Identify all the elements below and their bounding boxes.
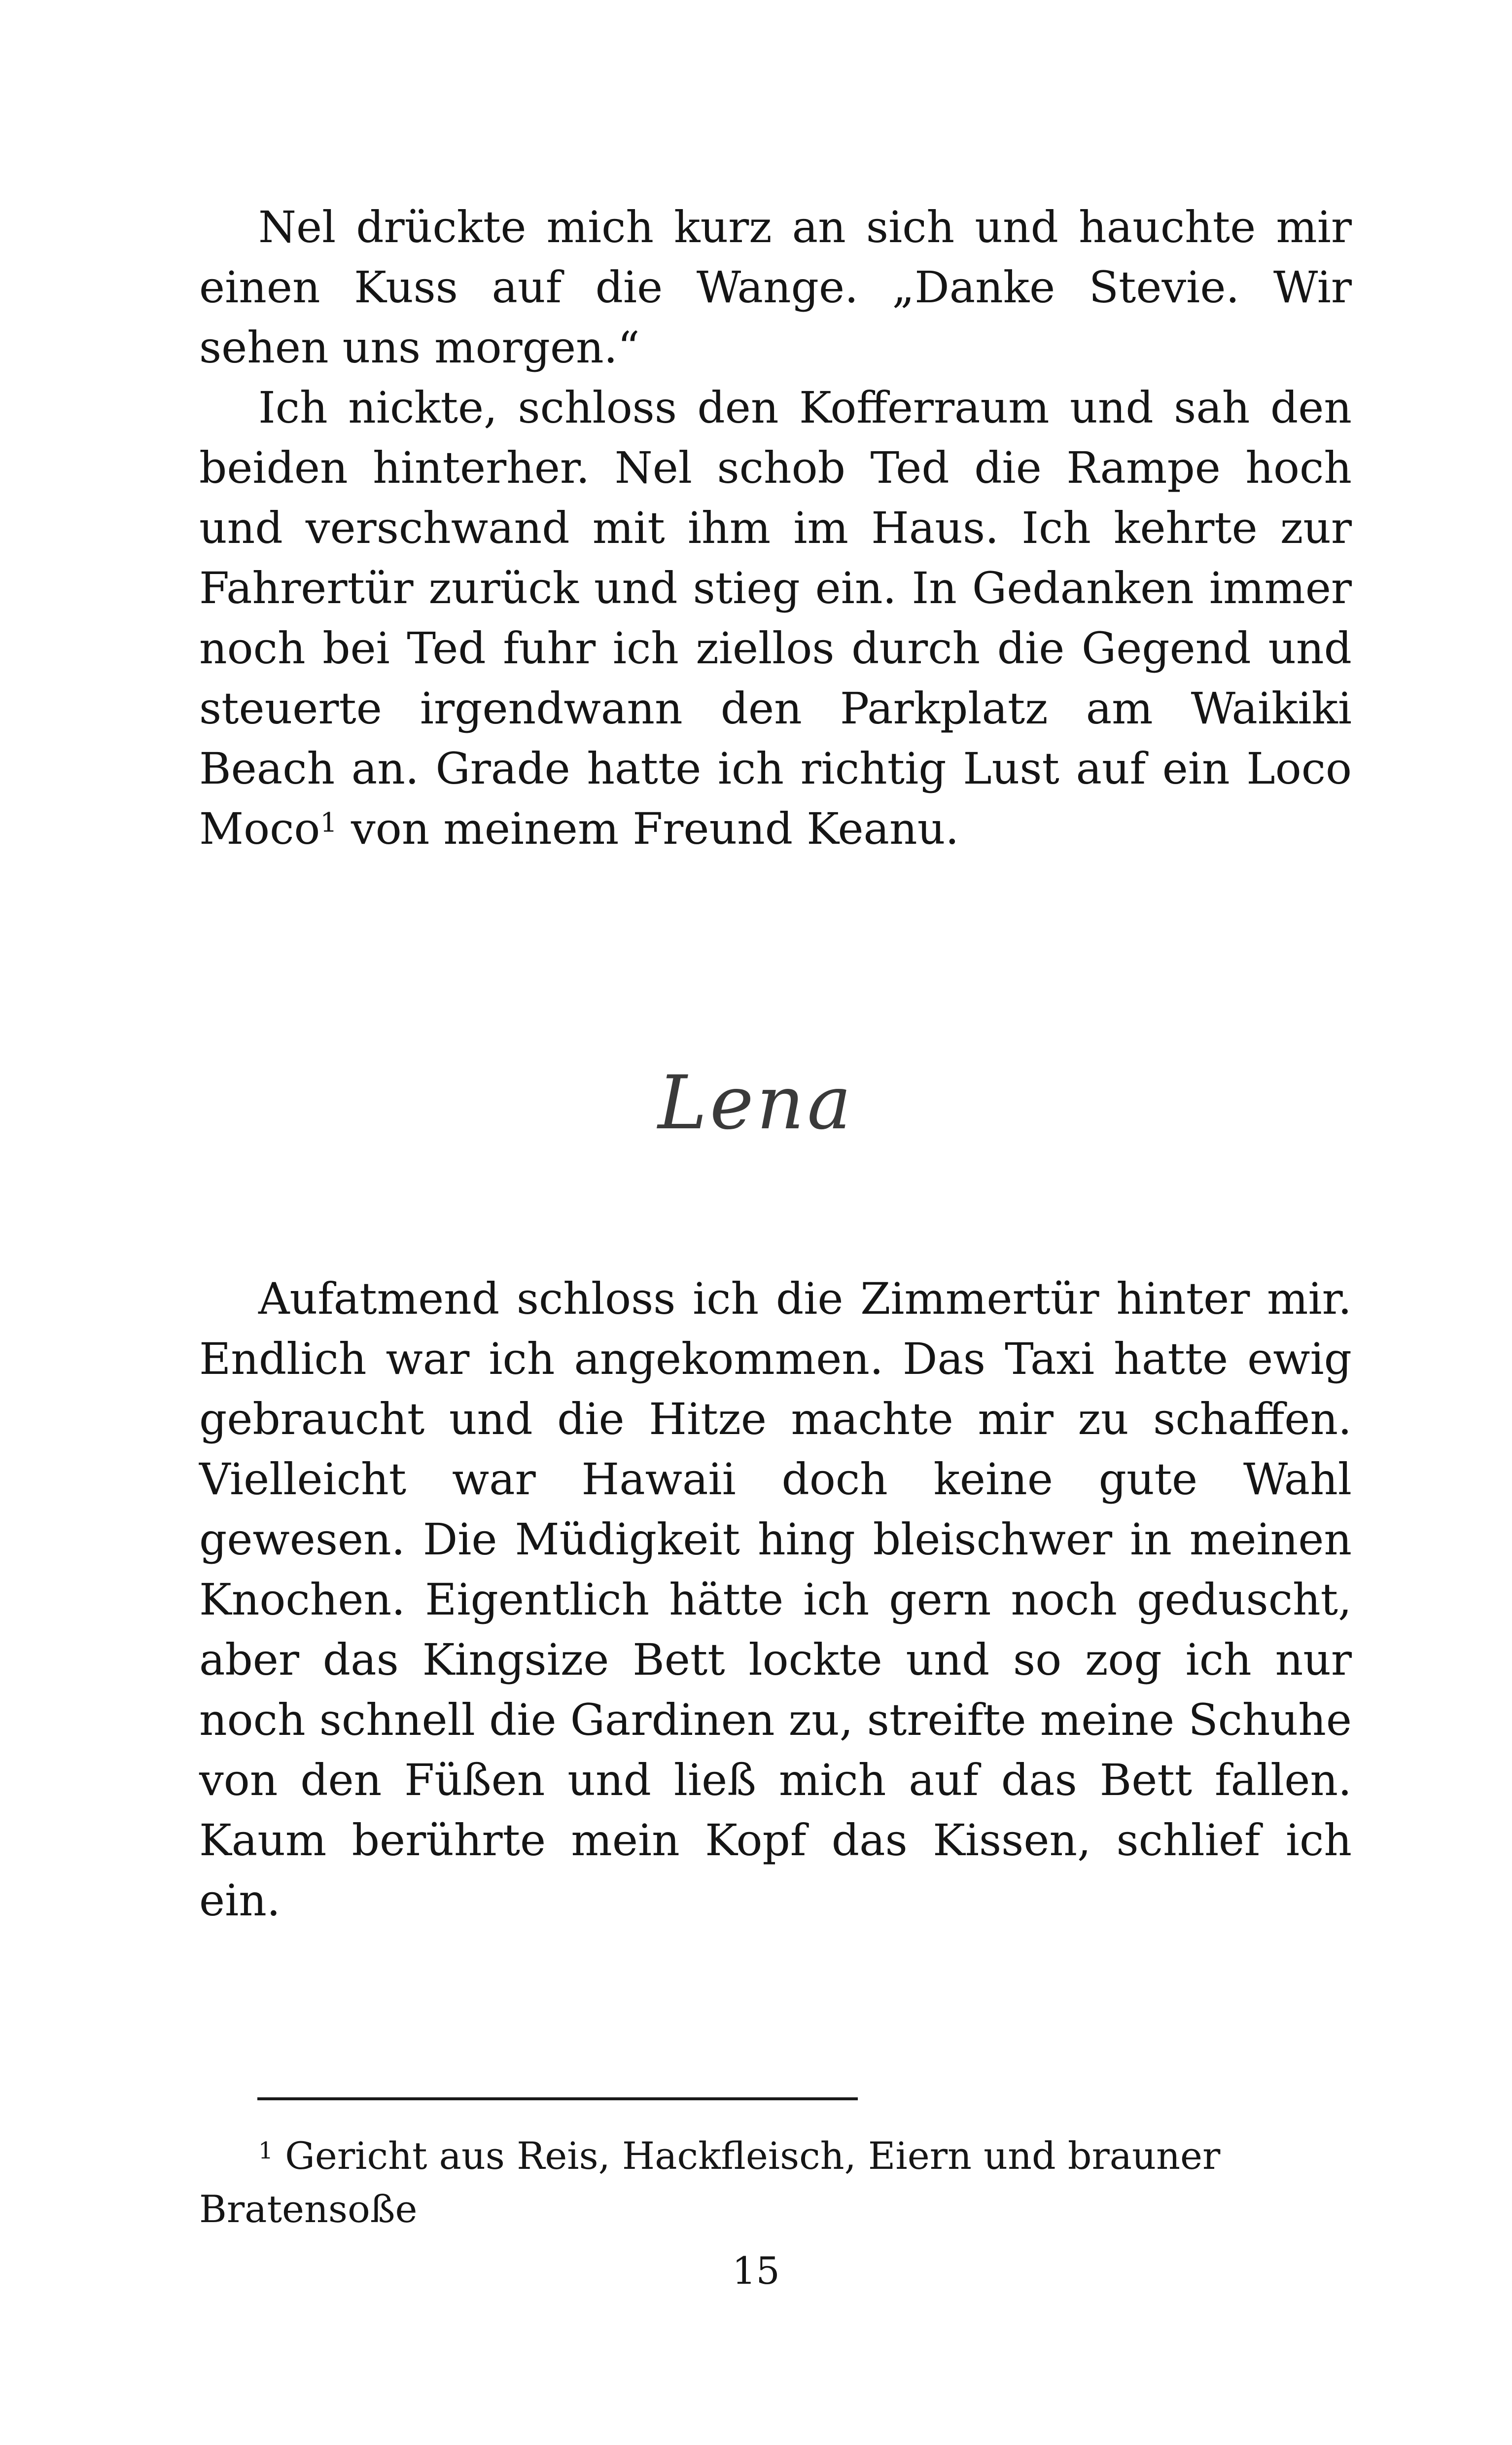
footnote <box>199 2129 1352 2236</box>
footnote-reference-marker[interactable]: 1 <box>320 806 338 838</box>
paragraph-2-text: Ich nickte, schloss den Kofferraum und sah den beiden hinterher. Nel schob Ted die Rampe hoch und verschwand mit ihm im Haus. Ich kehrte zur Fahrertür zurück und stieg ein. In Gedanken immer noch bei Ted fuhr ich ziellos durch die Gegend und steuerte irgendwann den Parkplatz am Waikiki Beach an. Grade hatte ich richtig Lust auf ein Loco <box>199 382 1352 794</box>
paragraph-2-word-moco: Moco <box>199 803 320 854</box>
text-block-top <box>199 197 1352 859</box>
paragraph-1: Nel drückte mich kurz an sich und hauchte mir einen Kuss auf die Wange. „Danke Stevie. Wir sehen uns morgen.“ <box>199 202 1352 373</box>
footnote-marker: 1 <box>258 2137 273 2164</box>
footnote-text: Gericht aus Reis, Hackfleisch, Eiern und brauner Bratensoße <box>199 2134 1221 2231</box>
page-number: 15 <box>732 2249 780 2293</box>
paragraph-2 <box>199 378 1352 859</box>
chapter-heading: Lena <box>658 1060 854 1146</box>
text-block-chapter <box>199 1269 1352 1931</box>
footnote-divider <box>257 2097 858 2100</box>
paragraph-2-tail: von meinem Freund Keanu. <box>337 803 959 854</box>
chapter-paragraph-1: Aufatmend schloss ich die Zimmertür hinter mir. Endlich war ich angekommen. Das Taxi hatte ewig gebraucht und die Hitze machte mir zu schaffen. Vielleicht war Hawaii doch keine gute Wahl gewesen. Die Müdigkeit hing bleischwer in meinen Knochen. Eigentlich hätte ich gern noch geduscht, aber das Kingsize Bett lockte und so zog ich nur noch schnell die Gardinen zu, streifte meine Schuhe von den Füßen und ließ mich auf das Bett fallen. Kaum berührte mein Kopf das Kissen, schlief ich ein. <box>199 1273 1352 1926</box>
